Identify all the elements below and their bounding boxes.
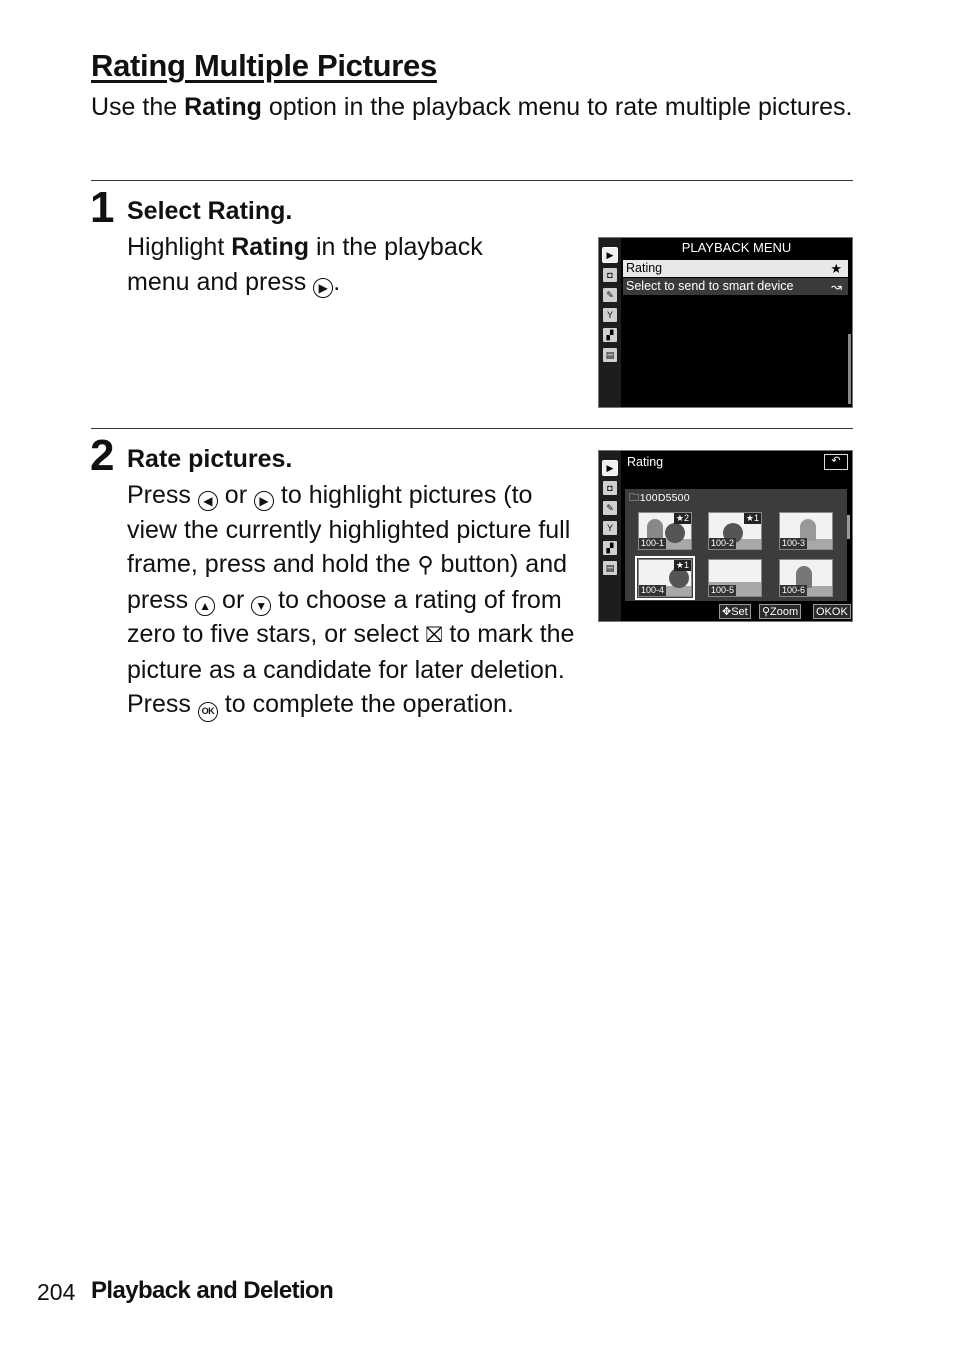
- menu-row-rating: [623, 260, 848, 277]
- text: or: [217, 481, 254, 509]
- multi-selector-right-icon: ▶: [254, 491, 274, 511]
- step1-heading-bold: Rating.: [207, 197, 293, 225]
- delete-candidate-icon: ⛝: [425, 622, 443, 647]
- rating-badge: ★1: [675, 560, 689, 570]
- step2-number: 2: [90, 431, 115, 480]
- divider-step2: [91, 428, 853, 429]
- text: to highlight pictures (to view the currently highlighted picture full frame, press and hold the: [127, 481, 571, 578]
- menu-row-label: Rating: [626, 261, 663, 275]
- step1-body: [127, 230, 547, 299]
- multi-selector-down-icon: ▼: [251, 596, 271, 616]
- text: button) and press: [127, 550, 568, 614]
- step1-number: 1: [90, 183, 115, 232]
- thumbnail-label: 100-1: [641, 538, 665, 548]
- playback-icon: ▶: [603, 248, 617, 262]
- pencil-icon: ✎: [603, 288, 617, 302]
- playback-icon: ▶: [603, 461, 617, 475]
- rating-badge: ★1: [745, 513, 759, 523]
- ok-hint: OKOK: [813, 604, 851, 619]
- recent-settings-icon: ▤: [603, 348, 617, 362]
- thumbnail-100-4-selected: [638, 559, 692, 597]
- menu-row-label: Select to send to smart device: [626, 279, 794, 293]
- rating-header: Rating: [627, 455, 664, 469]
- multi-selector-right-icon: ▶: [313, 278, 333, 298]
- intro-paragraph: [91, 90, 853, 125]
- intro-text-post: option in the playback menu to rate multiple pictures.: [261, 93, 853, 121]
- wrench-icon: Y: [603, 521, 617, 535]
- step1-heading-pre: Select: [127, 197, 208, 225]
- set-hint: ✥Set: [719, 604, 751, 619]
- retouch-icon: ▞: [603, 328, 617, 342]
- wireless-icon: ↝: [831, 279, 842, 294]
- thumbnail-label: 100-3: [782, 538, 806, 548]
- multi-selector-left-icon: ◀: [198, 491, 218, 511]
- thumbnail-label: 100-4: [641, 585, 665, 595]
- ok-button-icon: OK: [198, 702, 218, 722]
- playback-menu-screenshot: [598, 237, 853, 408]
- page-number: 204: [37, 1279, 76, 1305]
- text: to choose a rating of from zero to five stars, or select: [127, 585, 562, 648]
- text: to complete the operation.: [217, 690, 514, 718]
- divider-step1: [91, 180, 853, 181]
- wrench-icon: Y: [603, 308, 617, 322]
- text: Press: [127, 481, 198, 509]
- thumbnail-100-6: [779, 559, 833, 597]
- camera-icon: ◘: [603, 481, 617, 495]
- thumbnail-100-2: [708, 512, 762, 550]
- step1-heading: [127, 197, 292, 226]
- star-icon: ★: [830, 261, 842, 276]
- zoom-hint: ⚲Zoom: [759, 604, 801, 619]
- pencil-icon: ✎: [603, 501, 617, 515]
- intro-text-bold: Rating: [184, 93, 262, 121]
- scrollbar: [847, 515, 850, 539]
- thumbnail-100-3: [779, 512, 833, 550]
- rating-badge: ★2: [675, 513, 689, 523]
- page-title: Rating Multiple Pictures: [91, 48, 437, 83]
- retouch-icon: ▞: [603, 541, 617, 555]
- intro-text-pre: Use the: [91, 93, 185, 121]
- menu-sidebar: [599, 238, 621, 407]
- step1-body-mid: in the playback menu and press: [127, 233, 483, 296]
- menu-sidebar: [599, 451, 621, 621]
- camera-icon: ◘: [603, 268, 617, 282]
- back-icon: ↶: [824, 454, 848, 470]
- thumbnail-100-1: [638, 512, 692, 550]
- step2-heading: Rate pictures.: [127, 445, 293, 473]
- rating-screen-screenshot: [598, 450, 853, 622]
- text: or: [215, 585, 252, 614]
- step1-body-end: .: [333, 267, 341, 296]
- zoom-in-icon: ⚲: [417, 552, 434, 577]
- text: to mark the picture as a candidate for later deletion. Press: [127, 620, 575, 718]
- folder-label: 🗀100D5500: [629, 492, 690, 504]
- menu-header: PLAYBACK MENU: [681, 240, 792, 255]
- section-title: Playback and Deletion: [91, 1277, 334, 1304]
- step1-body-bold: Rating: [231, 233, 310, 261]
- thumbnail-100-5: [708, 559, 762, 597]
- thumbnail-label: 100-2: [711, 538, 735, 548]
- menu-row-send-to-smart-device: [623, 278, 848, 295]
- thumbnail-label: 100-5: [711, 585, 735, 595]
- recent-settings-icon: ▤: [603, 561, 617, 575]
- scrollbar: [848, 334, 851, 404]
- multi-selector-up-icon: ▲: [195, 596, 215, 616]
- thumbnail-label: 100-6: [782, 585, 806, 595]
- step2-body-a: [127, 478, 587, 722]
- step1-body-pre: Highlight: [127, 233, 232, 261]
